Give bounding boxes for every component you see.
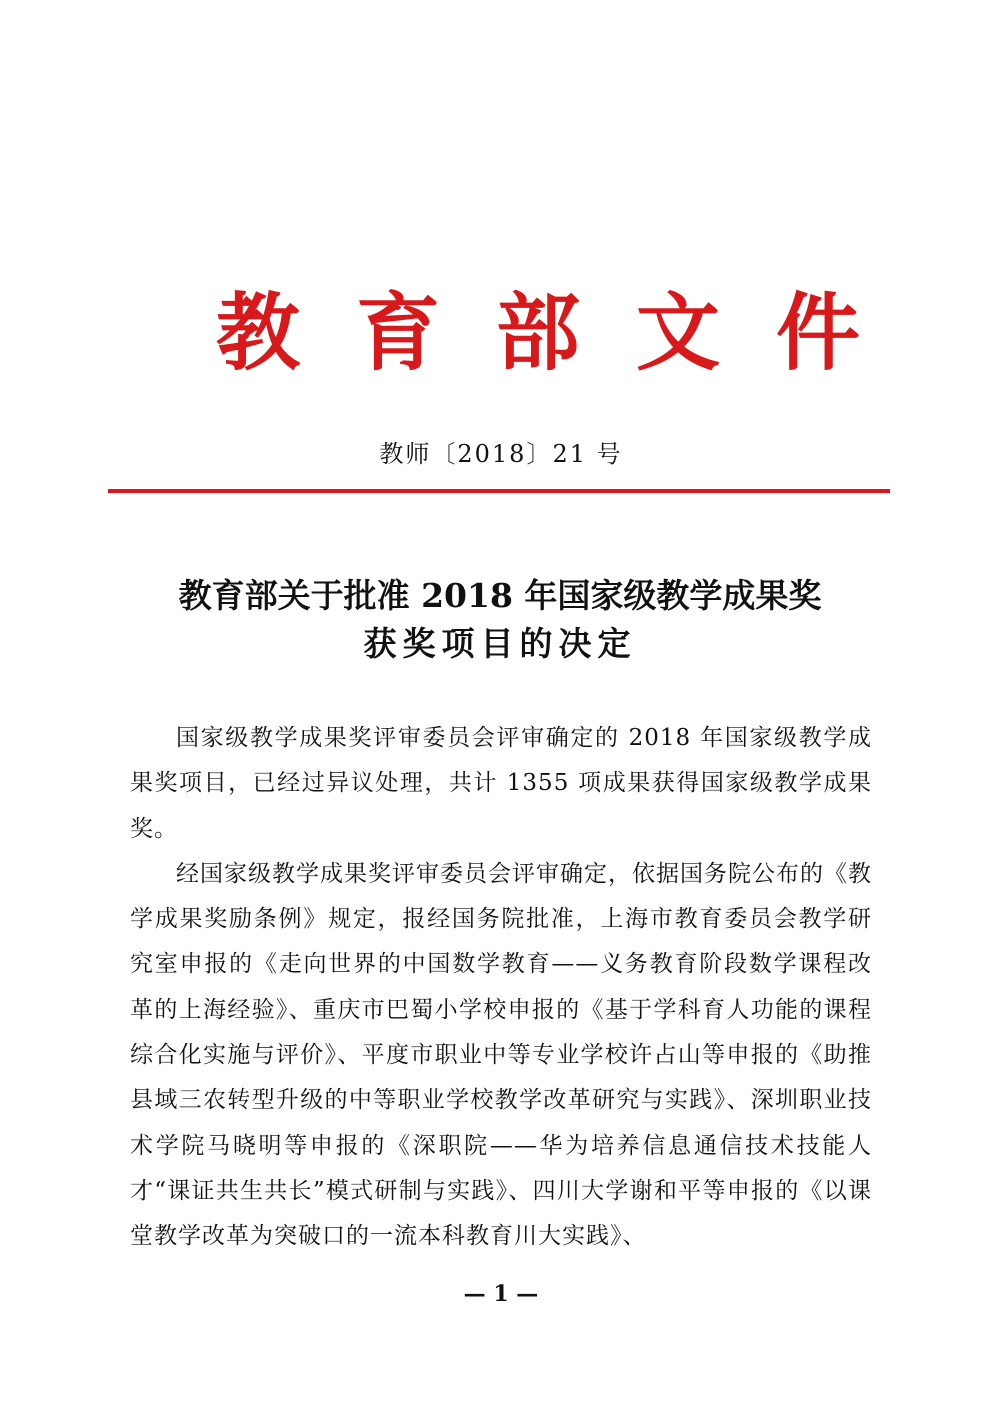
document-body	[130, 716, 872, 1260]
body-paragraph-2: 经国家级教学成果奖评审委员会评审确定，依据国务院公布的《教学成果奖励条例》规定，报经国务院批准，上海市教育委员会教学研究室申报的《走向世界的中国数学教育——义务教育阶段数学课程改革的上海经验》、重庆市巴蜀小学校申报的《基于学科育人功能的课程综合化实施与评价》、平度市职业中等专业学校许占山等申报的《助推县域三农转型升级的中等职业学校教学改革研究与实践》、深圳职业技术学院马晓明等申报的《深职院——华为培养信息通信技术技能人才“课证共生共长”模式研制与实践》、四川大学谢和平等申报的《以课堂教学改革为突破口的一流本科教育川大实践》、	[130, 860, 872, 1250]
document-title	[100, 572, 900, 668]
body-paragraph-1: 国家级教学成果奖评审委员会评审确定的 2018 年国家级教学成果奖项目，已经过异议处理，共计 1355 项成果获得国家级教学成果奖。	[130, 725, 872, 842]
title-line-1: 教育部关于批准 2018 年国家级教学成果奖	[178, 576, 822, 615]
document-number: 教师〔2018〕21 号	[379, 440, 623, 468]
masthead-title: 教育部文件	[216, 284, 917, 382]
red-divider-line	[108, 489, 890, 493]
title-line-2: 获奖项目的决定	[363, 624, 637, 663]
page-number: — 1 —	[463, 1281, 539, 1307]
